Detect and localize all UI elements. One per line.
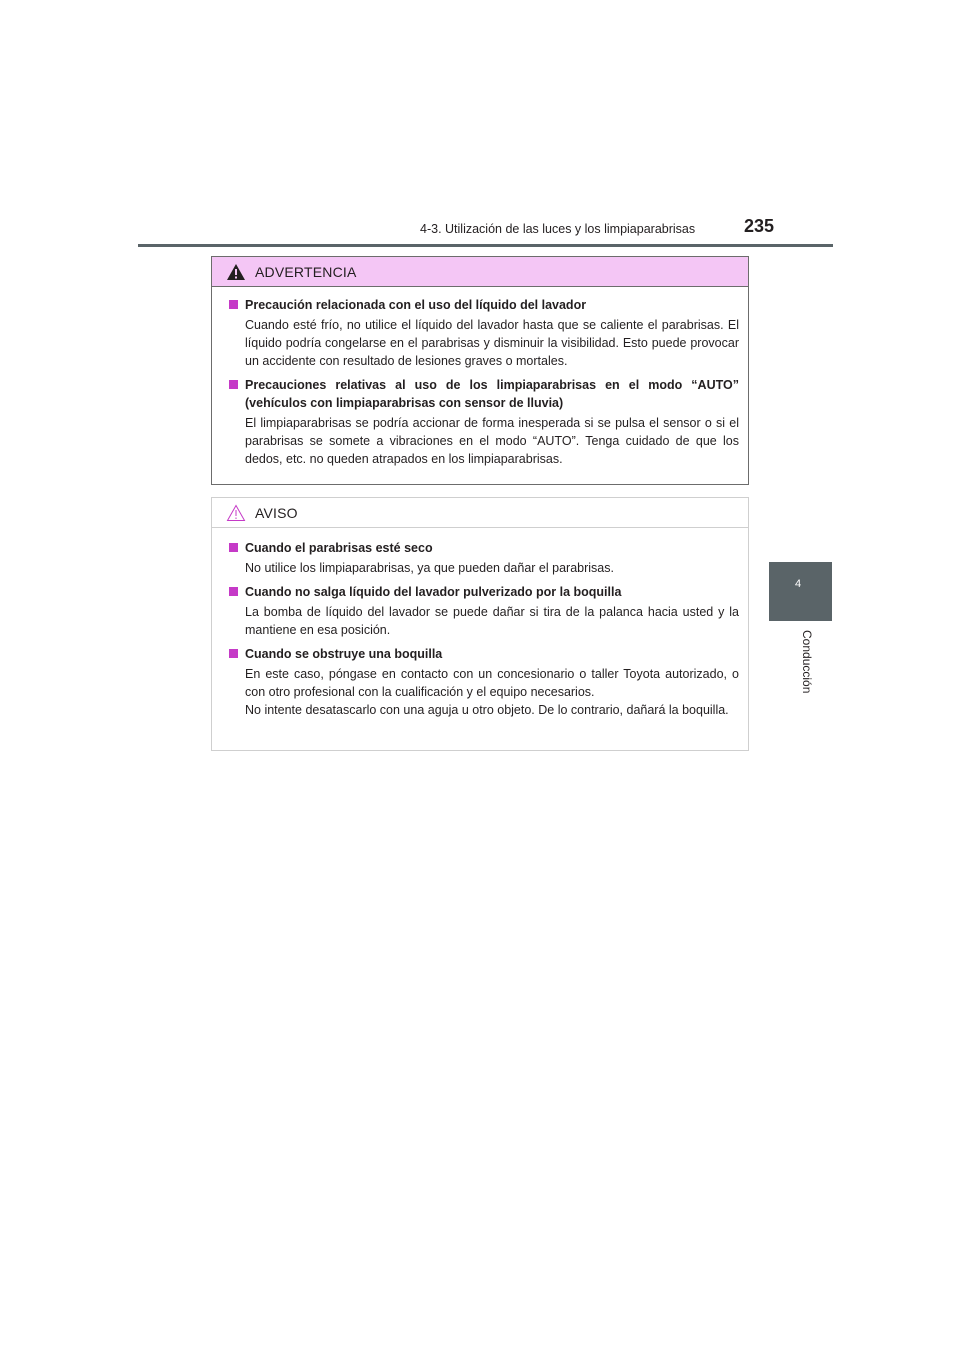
warning-item-text: El limpiaparabrisas se podría accionar de forma inesperada si se pulsa el sensor o si el parabrisas se somete a vibraciones en el modo “AUTO”. Tenga cuidado de que los dedos, etc. no queden atrapados en los limpiaparabrisas. <box>245 416 739 466</box>
warning-box <box>211 256 749 485</box>
warning-item-heading <box>228 376 739 412</box>
notice-box-body <box>212 528 748 719</box>
warning-item-heading-text: Precauciones relativas al uso de los limpiaparabrisas en el modo “AUTO” (vehículos con limpiaparabrisas con sensor de lluvia) <box>245 378 739 410</box>
notice-item-text: No utilice los limpiaparabrisas, ya que pueden dañar el parabrisas. <box>245 561 614 575</box>
notice-box-header <box>212 498 748 528</box>
notice-box <box>211 497 749 751</box>
notice-item-paragraph: No intente desatascarlo con una aguja u otro objeto. De lo contrario, dañará la boquilla. <box>245 703 729 717</box>
warning-item-heading-text: Precaución relacionada con el uso del líquido del lavador <box>245 298 587 312</box>
warning-box-title: ADVERTENCIA <box>255 264 357 280</box>
warning-item-heading <box>228 296 739 314</box>
notice-item-heading <box>228 583 739 601</box>
bullet-square-icon <box>229 380 238 389</box>
header-rule <box>138 244 833 247</box>
warning-box-header <box>212 257 748 287</box>
bullet-square-icon <box>229 543 238 552</box>
notice-item-heading-text: Cuando se obstruye una boquilla <box>245 647 443 661</box>
notice-item-paragraph: En este caso, póngase en contacto con un concesionario o taller Toyota autorizado, o con otro profesional con la cualificación y el equipo necesarios. <box>245 667 739 699</box>
notice-item-text <box>228 665 739 719</box>
notice-item <box>228 645 739 719</box>
warning-triangle-icon <box>226 263 246 281</box>
chapter-number: 4 <box>795 578 802 590</box>
notice-item-heading-text: Cuando el parabrisas esté seco <box>245 541 433 555</box>
caution-triangle-outline-icon <box>226 504 246 522</box>
notice-item <box>228 583 739 639</box>
page-number: 235 <box>744 216 775 236</box>
chapter-label: Conducción <box>800 630 814 694</box>
warning-item <box>228 296 739 370</box>
warning-item <box>228 376 739 468</box>
notice-item-text: La bomba de líquido del lavador se puede dañar si tira de la palanca hacia usted y la mantiene en esa posición. <box>245 605 739 637</box>
bullet-square-icon <box>229 587 238 596</box>
bullet-square-icon <box>229 649 238 658</box>
section-header-title: 4-3. Utilización de las luces y los limpiaparabrisas <box>420 222 696 236</box>
chapter-tab <box>769 562 832 621</box>
notice-box-title: AVISO <box>255 505 298 521</box>
warning-box-body <box>212 287 748 468</box>
notice-item-heading-text: Cuando no salga líquido del lavador pulverizado por la boquilla <box>245 585 622 599</box>
notice-item-heading <box>228 645 739 663</box>
bullet-square-icon <box>229 300 238 309</box>
notice-item <box>228 539 739 577</box>
notice-item-heading <box>228 539 739 557</box>
warning-item-text: Cuando esté frío, no utilice el líquido del lavador hasta que se caliente el parabrisas. El líquido podría congelarse en el parabrisas y disminuir la visibilidad. Esto puede provocar un accidente con resultado de lesiones graves o mortales. <box>245 318 739 368</box>
